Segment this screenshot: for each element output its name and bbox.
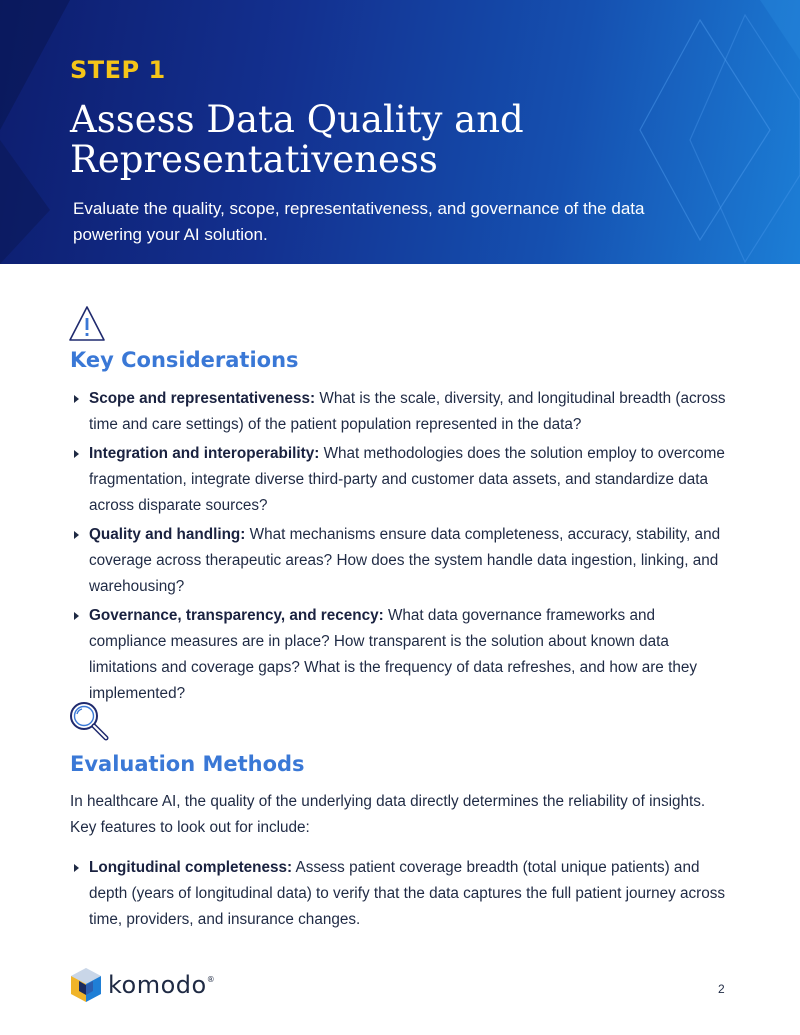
bullet-icon [74, 612, 79, 620]
list-item [70, 386, 730, 438]
komodo-logo-icon [70, 967, 102, 1003]
logo-wordmark: komodo® [108, 971, 216, 999]
list-item-label: Governance, transparency, and recency: [89, 607, 384, 624]
key-considerations-list [70, 386, 730, 710]
key-considerations-heading: Key Considerations [70, 348, 299, 372]
list-item-text: Assess patient coverage breadth (total unique patients) and depth (years of longitudinal data) to verify that the data captures the full patient journey across time, providers, and insurance changes. [89, 859, 726, 928]
list-item [70, 441, 730, 519]
page-subtitle: Evaluate the quality, scope, representativeness, and governance of the data powering your AI solution. [73, 199, 645, 244]
list-item-label: Integration and interoperability: [89, 445, 320, 462]
list-item [70, 522, 730, 600]
komodo-logo [70, 967, 215, 1003]
list-item-label: Scope and representativeness: [89, 390, 316, 407]
evaluation-methods-list [70, 855, 730, 936]
bullet-icon [74, 531, 79, 539]
bullet-icon [74, 864, 79, 872]
list-item-text: What methodologies does the solution employ to overcome fragmentation, integrate diverse third-party and customer data assets, and standardize data across disparate sources? [89, 445, 725, 514]
warning-icon [68, 305, 106, 348]
evaluation-methods-heading: Evaluation Methods [70, 752, 305, 776]
list-item-label: Quality and handling: [89, 526, 246, 543]
list-item-text: What mechanisms ensure data completeness, accuracy, stability, and coverage across therapeutic areas? How does the system handle data ingestion, linking, and warehousing? [89, 526, 721, 595]
magnifier-icon [68, 700, 110, 747]
evaluation-intro: In healthcare AI, the quality of the underlying data directly determines the reliability of insights. Key features to look out for include: [70, 793, 706, 836]
page-number: 2 [718, 982, 725, 996]
bullet-icon [74, 450, 79, 458]
list-item-text: What is the scale, diversity, and longitudinal breadth (across time and care settings) of the patient population represented in the data? [89, 390, 726, 433]
page-title: Assess Data Quality and Representativeness [70, 98, 524, 181]
list-item [70, 603, 730, 707]
bullet-icon [74, 395, 79, 403]
hero-banner [0, 0, 800, 264]
step-label: STEP 1 [70, 56, 166, 84]
list-item [70, 855, 730, 933]
list-item-label: Longitudinal completeness: [89, 859, 293, 876]
list-item-text: What data governance frameworks and compliance measures are in place? How transparent is the solution about known data limitations and coverage gaps? What is the frequency of data refreshes, and how are they implemented? [89, 607, 697, 702]
